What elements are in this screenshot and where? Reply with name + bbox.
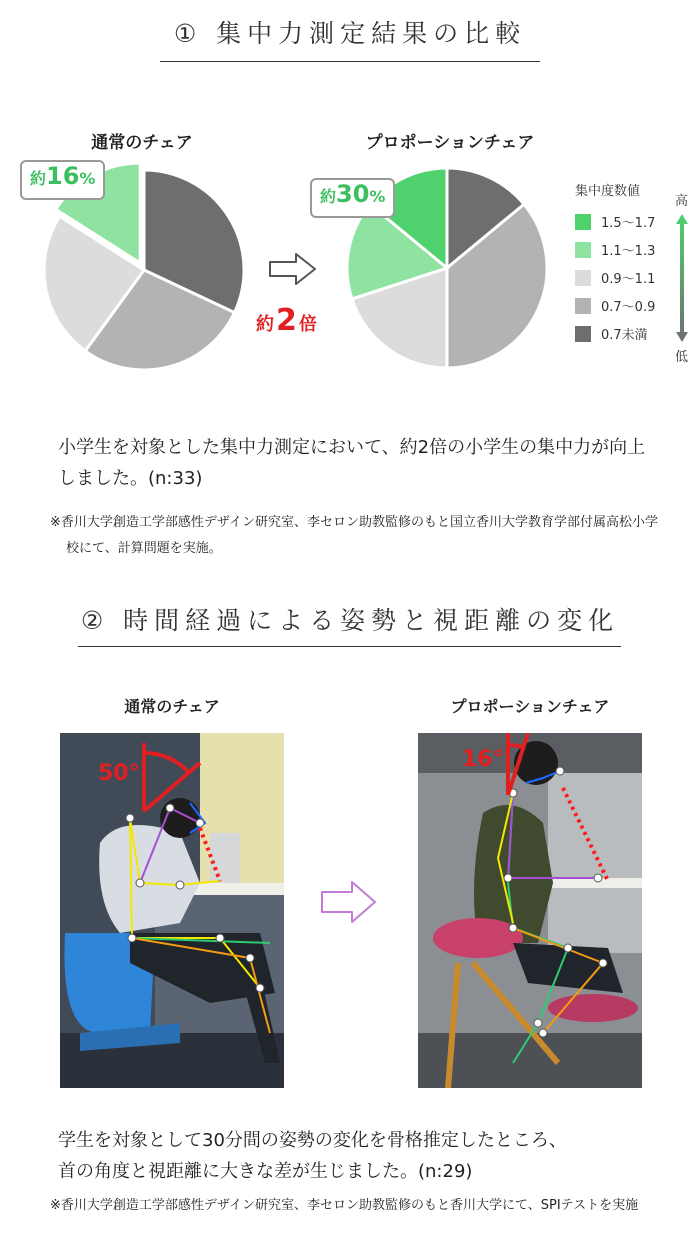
right-posture-illustration [418, 733, 642, 1088]
left-neck-angle: 50° [98, 761, 140, 786]
legend-label-2: 1.1〜1.3 [601, 244, 656, 259]
scale-gradient-arrow [674, 214, 690, 342]
left-badge-value: 16 [46, 162, 80, 190]
multiplier-value: 2 [276, 303, 297, 338]
multiplier-suffix: 倍 [298, 314, 317, 335]
legend-item-4 [575, 296, 655, 315]
section1-title-rule [160, 61, 540, 62]
section1-body: 小学生を対象とした集中力測定において、約2倍の小学生の集中力が向上しました。(n:33) [58, 437, 646, 489]
section2-body-line2: 首の角度と視距離に大きな差が生じました。(n:29) [58, 1161, 473, 1182]
section1-title: ① 集中力測定結果の比較 [173, 19, 527, 48]
multiplier-label [256, 303, 317, 338]
legend-item-2 [575, 240, 655, 259]
legend-swatch-5 [575, 326, 591, 342]
legend-label-1: 1.5〜1.7 [601, 216, 656, 231]
left-badge-prefix: 約 [30, 169, 47, 188]
legend-label-4: 0.7〜0.9 [601, 300, 656, 315]
section2-title: ② 時間経過による姿勢と視距離の変化 [80, 606, 620, 635]
legend-swatch-1 [575, 214, 591, 230]
section2-title-rule [78, 646, 621, 647]
right-chart-label: プロポーションチェア [365, 133, 535, 153]
legend-swatch-3 [575, 270, 591, 286]
right-posture-photo [418, 733, 642, 1088]
left-photo-label: 通常のチェア [124, 697, 220, 716]
legend-swatch-2 [575, 242, 591, 258]
right-badge-prefix: 約 [320, 187, 337, 206]
section2-body-line1: 学生を対象として30分間の姿勢の変化を骨格推定したところ、 [58, 1130, 567, 1151]
legend-item-3 [575, 268, 655, 287]
right-arrow-icon [268, 252, 318, 286]
legend-item-1 [575, 212, 655, 231]
right-neck-angle: 16° [462, 747, 504, 772]
left-chart-label: 通常のチェア [91, 133, 193, 153]
left-percent-badge [20, 160, 105, 200]
scale-low-label: 低 [675, 350, 689, 365]
right-photo-label: プロポーションチェア [450, 697, 610, 716]
legend-label-5: 0.7未満 [601, 328, 648, 343]
right-percent-badge [310, 178, 395, 218]
right-arrow-icon-2 [320, 880, 378, 924]
scale-high-label: 高 [675, 194, 689, 209]
section1-note: ※香川大学創造工学部感性デザイン研究室、李セロン助教監修のもと国立香川大学教育学部付属高松小学校にて、計算問題を実施。 [50, 515, 658, 556]
right-badge-suffix: % [369, 187, 386, 206]
multiplier-prefix: 約 [256, 314, 274, 335]
left-posture-photo [60, 733, 284, 1088]
legend-title: 集中度数値 [575, 184, 641, 199]
section2-note: ※香川大学創造工学部感性デザイン研究室、李セロン助教監修のもと香川大学にて、SPIテストを実施 [50, 1198, 639, 1213]
legend-swatch-4 [575, 298, 591, 314]
left-posture-illustration [60, 733, 284, 1088]
legend-label-3: 0.9〜1.1 [601, 272, 656, 287]
right-badge-value: 30 [336, 180, 370, 208]
legend-item-5 [575, 324, 648, 343]
left-badge-suffix: % [79, 169, 96, 188]
